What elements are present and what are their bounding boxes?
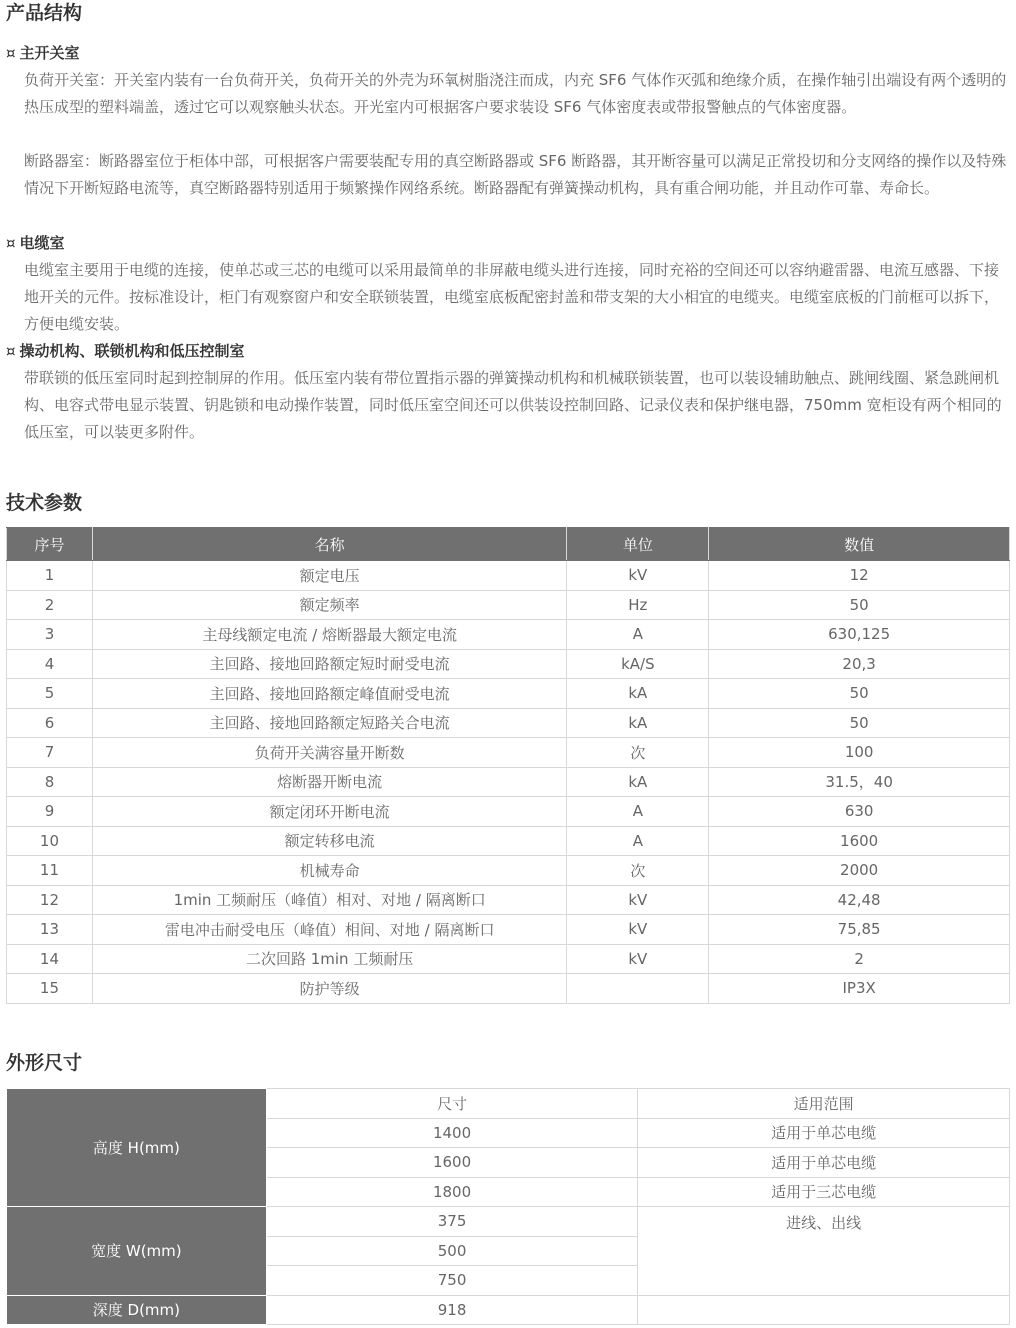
spec-unit: A	[567, 826, 709, 856]
table-row	[7, 1295, 1010, 1325]
table-row	[7, 708, 1010, 738]
spec-value: 75,85	[709, 915, 1010, 945]
specs-title: 技术参数	[6, 492, 83, 514]
spec-index: 4	[7, 649, 93, 679]
spec-unit	[567, 974, 709, 1004]
section-heading-cable-room: ¤ 电缆室	[6, 234, 65, 252]
width-size: 500	[266, 1236, 638, 1266]
height-scope: 适用于单芯电缆	[638, 1148, 1010, 1178]
spec-name: 主母线额定电流 / 熔断器最大额定电流	[92, 620, 566, 650]
spec-name: 熔断器开断电流	[92, 767, 566, 797]
header-index: 序号	[7, 528, 93, 561]
width-size: 750	[266, 1266, 638, 1296]
paragraph-load-switch: 负荷开关室：开关室内装有一台负荷开关，负荷开关的外壳为环氧树脂浇注而成，内充 SF6 气体作灭弧和绝缘介质，在操作轴引出端设有两个透明的热压成型的塑料端盖，透过它可以观察触头状态。开光室内可根据客户要求装设 SF6 气体密度表或带报警触点的气体密度器。	[24, 71, 1007, 116]
spec-index: 8	[7, 767, 93, 797]
table-row	[7, 590, 1010, 620]
spec-index: 5	[7, 679, 93, 709]
spec-unit: 次	[567, 738, 709, 768]
spec-unit: kV	[567, 944, 709, 974]
table-row	[7, 856, 1010, 886]
spec-unit: kA/S	[567, 649, 709, 679]
table-row	[7, 885, 1010, 915]
spec-value: 50	[709, 679, 1010, 709]
spec-index: 6	[7, 708, 93, 738]
spec-value: 50	[709, 590, 1010, 620]
spec-value: IP3X	[709, 974, 1010, 1004]
structure-title: 产品结构	[6, 2, 83, 24]
section-heading-operating-mechanism: ¤ 操动机构、联锁机构和低压控制室	[6, 342, 245, 360]
spec-name: 主回路、接地回路额定短路关合电流	[92, 708, 566, 738]
spec-name: 二次回路 1min 工频耐压	[92, 944, 566, 974]
spec-index: 10	[7, 826, 93, 856]
spec-index: 2	[7, 590, 93, 620]
bullet-icon: ¤	[6, 44, 16, 62]
spec-unit: kA	[567, 679, 709, 709]
section-heading-main-switch: ¤ 主开关室	[6, 44, 80, 62]
table-row	[7, 1089, 1010, 1119]
spec-header-row	[7, 528, 1010, 561]
spec-name: 额定转移电流	[92, 826, 566, 856]
spec-unit: kV	[567, 561, 709, 591]
table-row	[7, 1207, 1010, 1237]
spec-value: 100	[709, 738, 1010, 768]
height-label: 高度 H(mm)	[7, 1089, 267, 1207]
spec-unit: kV	[567, 915, 709, 945]
spec-value: 2000	[709, 856, 1010, 886]
spec-name: 1min 工频耐压（峰值）相对、对地 / 隔离断口	[92, 885, 566, 915]
table-row	[7, 679, 1010, 709]
table-row	[7, 974, 1010, 1004]
spec-name: 主回路、接地回路额定峰值耐受电流	[92, 679, 566, 709]
height-scope: 适用于三芯电缆	[638, 1177, 1010, 1207]
dimensions-table	[6, 1088, 1010, 1325]
spec-index: 14	[7, 944, 93, 974]
header-scope: 适用范围	[638, 1089, 1010, 1119]
header-unit: 单位	[567, 528, 709, 561]
spec-unit: kA	[567, 708, 709, 738]
spec-name: 防护等级	[92, 974, 566, 1004]
spec-index: 13	[7, 915, 93, 945]
spec-value: 20,3	[709, 649, 1010, 679]
spec-index: 1	[7, 561, 93, 591]
table-row	[7, 738, 1010, 768]
bullet-icon: ¤	[6, 342, 16, 360]
table-row	[7, 826, 1010, 856]
height-size: 1600	[266, 1148, 638, 1178]
spec-value: 31.5，40	[709, 767, 1010, 797]
table-row	[7, 944, 1010, 974]
height-scope: 适用于单芯电缆	[638, 1118, 1010, 1148]
spec-index: 12	[7, 885, 93, 915]
spec-value: 630	[709, 797, 1010, 827]
spec-name: 雷电冲击耐受电压（峰值）相间、对地 / 隔离断口	[92, 915, 566, 945]
table-row	[7, 767, 1010, 797]
table-row	[7, 620, 1010, 650]
spec-index: 15	[7, 974, 93, 1004]
spec-index: 7	[7, 738, 93, 768]
spec-value: 2	[709, 944, 1010, 974]
spec-index: 9	[7, 797, 93, 827]
spec-value: 12	[709, 561, 1010, 591]
width-label: 宽度 W(mm)	[7, 1207, 267, 1296]
table-row	[7, 915, 1010, 945]
spec-name: 机械寿命	[92, 856, 566, 886]
spec-unit: A	[567, 620, 709, 650]
paragraph-breaker-room: 断路器室：断路器室位于柜体中部，可根据客户需要装配专用的真空断路器或 SF6 断路器，其开断容量可以满足正常投切和分支网络的操作以及特殊情况下开断短路电流等，真空断路器特别适用于频繁操作网络系统。断路器配有弹簧操动机构，具有重合闸功能，并且动作可靠、寿命长。	[24, 152, 1007, 197]
spec-value: 630,125	[709, 620, 1010, 650]
spec-index: 3	[7, 620, 93, 650]
spec-name: 额定电压	[92, 561, 566, 591]
spec-name: 额定频率	[92, 590, 566, 620]
spec-unit: kA	[567, 767, 709, 797]
depth-size: 918	[266, 1295, 638, 1325]
spec-name: 主回路、接地回路额定短时耐受电流	[92, 649, 566, 679]
width-scope: 进线、出线	[638, 1207, 1010, 1296]
paragraph-cable-room: 电缆室主要用于电缆的连接，使单芯或三芯的电缆可以采用最简单的非屏蔽电缆头进行连接，同时充裕的空间还可以容纳避雷器、电流互感器、下接地开关的元件。按标准设计，柜门有观察窗户和安全联锁装置，电缆室底板配密封盖和带支架的大小相宜的电缆夹。电缆室底板的门前框可以拆下，方便电缆安装。	[24, 261, 1000, 333]
table-row	[7, 561, 1010, 591]
bullet-icon: ¤	[6, 234, 16, 252]
spec-name: 额定闭环开断电流	[92, 797, 566, 827]
dimensions-title: 外形尺寸	[6, 1052, 83, 1074]
width-size: 375	[266, 1207, 638, 1237]
table-row	[7, 649, 1010, 679]
spec-unit: kV	[567, 885, 709, 915]
spec-value: 50	[709, 708, 1010, 738]
spec-value: 1600	[709, 826, 1010, 856]
depth-label: 深度 D(mm)	[7, 1295, 267, 1325]
spec-index: 11	[7, 856, 93, 886]
height-size: 1400	[266, 1118, 638, 1148]
spec-name: 负荷开关满容量开断数	[92, 738, 566, 768]
spec-value: 42,48	[709, 885, 1010, 915]
table-row	[7, 797, 1010, 827]
spec-unit: A	[567, 797, 709, 827]
depth-scope	[638, 1295, 1010, 1325]
paragraph-low-voltage-room: 带联锁的低压室同时起到控制屏的作用。低压室内装有带位置指示器的弹簧操动机构和机械联锁装置，也可以装设辅助触点、跳闸线圈、紧急跳闸机构、电容式带电显示装置、钥匙锁和电动操作装置，同时低压室空间还可以供装设控制回路、记录仪表和保护继电器，750mm 宽柜设有两个相同的低压室，可以装更多附件。	[24, 369, 1002, 441]
height-size: 1800	[266, 1177, 638, 1207]
spec-unit: 次	[567, 856, 709, 886]
spec-unit: Hz	[567, 590, 709, 620]
header-name: 名称	[92, 528, 566, 561]
header-size: 尺寸	[266, 1089, 638, 1119]
header-value: 数值	[709, 528, 1010, 561]
spec-table	[6, 527, 1010, 1004]
